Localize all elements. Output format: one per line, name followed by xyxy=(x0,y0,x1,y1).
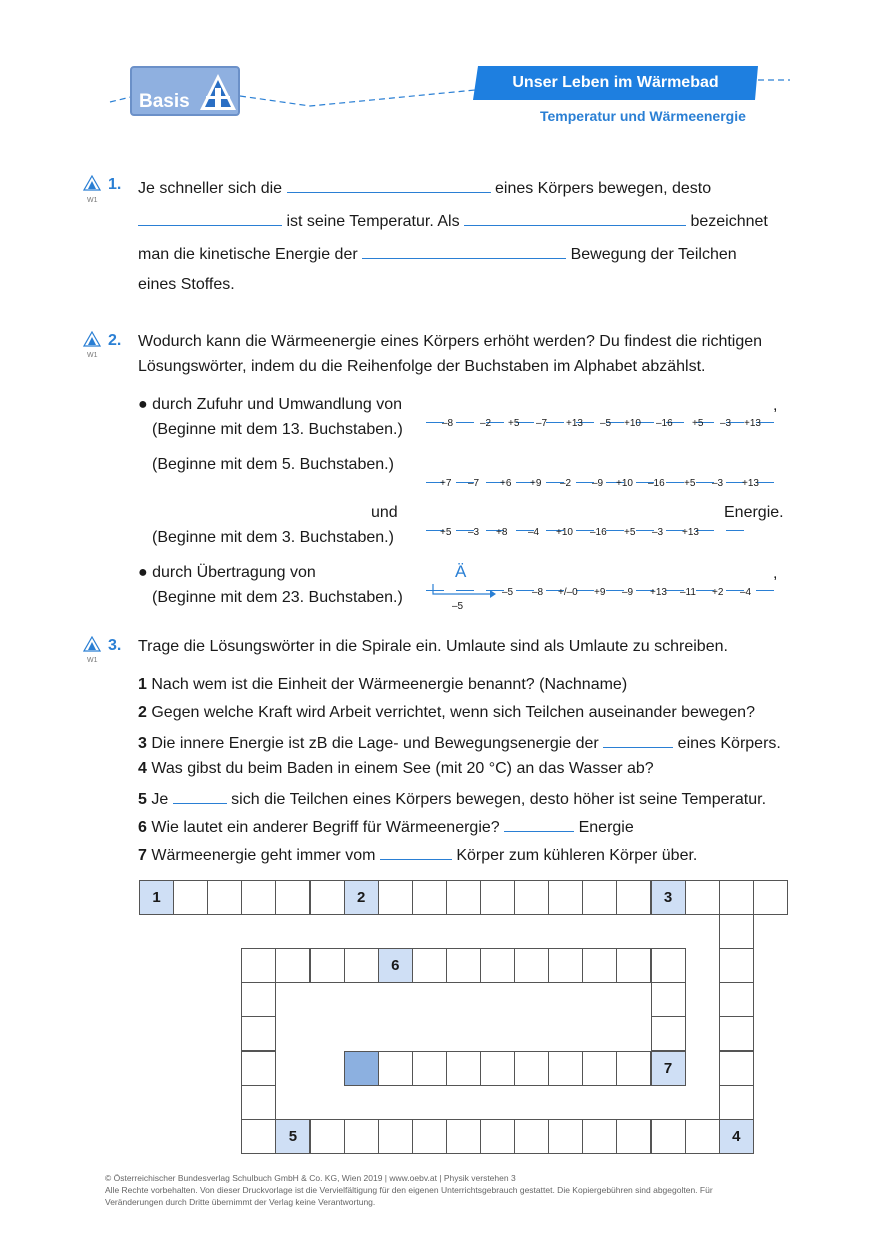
grid-cell[interactable] xyxy=(310,948,345,983)
grid-cell-numbered[interactable]: 5 xyxy=(275,1119,310,1154)
grid-cell[interactable] xyxy=(616,1051,651,1086)
grid-cell[interactable] xyxy=(344,948,379,983)
arrow-label: –5 xyxy=(452,601,464,612)
grid-cell[interactable] xyxy=(719,914,754,949)
grid-cell[interactable] xyxy=(514,880,549,915)
grid-cell[interactable] xyxy=(241,1119,276,1154)
grid-cell[interactable] xyxy=(719,948,754,983)
grid-cell[interactable] xyxy=(446,1119,481,1154)
fill-blank[interactable] xyxy=(173,787,227,804)
fill-blank[interactable] xyxy=(504,815,574,832)
level-label: W1 xyxy=(87,657,98,664)
grid-cell[interactable] xyxy=(719,1085,754,1120)
grid-cell[interactable] xyxy=(719,880,754,915)
grid-cell[interactable] xyxy=(275,880,310,915)
grid-cell[interactable] xyxy=(719,982,754,1017)
task-2-intro-1: Wodurch kann die Wärmeenergie eines Körpers erhöht werden? Du findest die richtigen xyxy=(138,333,763,350)
grid-cell[interactable] xyxy=(616,880,651,915)
fill-blank[interactable] xyxy=(362,242,566,259)
question-7: 7 Wärmeenergie geht immer vom Körper zum kühleren Körper über. xyxy=(138,843,697,866)
task-1-line-4: eines Stoffes. xyxy=(138,276,235,293)
grid-cell[interactable] xyxy=(480,1051,515,1086)
question-4: 4 Was gibst du beim Baden in einem See (mit 20 °C) an das Wasser ab? xyxy=(138,760,654,777)
footer xyxy=(105,1172,785,1208)
grid-cell[interactable] xyxy=(548,1051,583,1086)
grid-cell[interactable] xyxy=(616,1119,651,1154)
task-1-line-1: Je schneller sich die eines Körpers bewegen, desto xyxy=(138,176,711,199)
task-3-number: 3. xyxy=(108,637,122,654)
fill-blank[interactable] xyxy=(464,209,686,226)
grid-cell[interactable] xyxy=(446,880,481,915)
grid-cell[interactable] xyxy=(446,948,481,983)
question-3: 3 Die innere Energie ist zB die Lage- und Bewegungsenergie der eines Körpers. xyxy=(138,731,781,754)
grid-cell[interactable] xyxy=(548,1119,583,1154)
grid-cell[interactable] xyxy=(514,1119,549,1154)
grid-cell[interactable] xyxy=(378,1051,413,1086)
task-1-line-2: ist seine Temperatur. Als bezeichnet xyxy=(138,209,768,232)
hint-23: (Beginne mit dem 23. Buchstaben.) xyxy=(152,589,403,606)
level-triangle-icon xyxy=(198,72,238,112)
question-2: 2 Gegen welche Kraft wird Arbeit verrichtet, wenn sich Teilchen auseinander bewegen? xyxy=(138,704,755,721)
level-icon xyxy=(83,175,101,191)
grid-cell[interactable] xyxy=(514,1051,549,1086)
grid-cell[interactable] xyxy=(310,1119,345,1154)
grid-cell[interactable] xyxy=(412,1119,447,1154)
grid-cell[interactable] xyxy=(514,948,549,983)
grid-cell[interactable] xyxy=(582,1119,617,1154)
footer-line: Alle Rechte vorbehalten. Von dieser Druckvorlage ist die Vervielfältigung für den eigenen Unterrichtsgebrauch gestattet. Die Kopiergebühren sind abgegolten. Für xyxy=(105,1185,713,1195)
basis-badge xyxy=(130,66,240,116)
level-icon xyxy=(83,331,101,347)
grid-cell[interactable] xyxy=(241,1051,276,1086)
hint-5: (Beginne mit dem 5. Buchstaben.) xyxy=(152,456,394,473)
task-2-intro-2: Lösungswörter, indem du die Reihenfolge der Buchstaben im Alphabet abzählst. xyxy=(138,358,706,375)
grid-cell-numbered[interactable]: 3 xyxy=(651,880,686,915)
grid-cell[interactable] xyxy=(344,1119,379,1154)
grid-cell[interactable] xyxy=(582,1051,617,1086)
bullet-zufuhr: ● durch Zufuhr und Umwandlung von xyxy=(138,396,403,413)
grid-cell[interactable] xyxy=(685,880,720,915)
grid-cell[interactable] xyxy=(685,1119,720,1154)
given-letter: Ä xyxy=(455,562,467,581)
grid-cell[interactable] xyxy=(651,982,686,1017)
level-label: W1 xyxy=(87,352,98,359)
hint-3: (Beginne mit dem 3. Buchstaben.) xyxy=(152,529,394,546)
grid-cell[interactable] xyxy=(651,1119,686,1154)
grid-cell[interactable] xyxy=(719,1016,754,1051)
question-5: 5 Je sich die Teilchen eines Körpers bewegen, desto höher ist seine Temperatur. xyxy=(138,787,766,810)
bullet-uebertragung: ● durch Übertragung von xyxy=(138,564,316,581)
arrow-icon xyxy=(430,584,500,598)
fill-blank[interactable] xyxy=(138,209,282,226)
grid-cell[interactable] xyxy=(207,880,242,915)
task-1-line-3: man die kinetische Energie der Bewegung der Teilchen xyxy=(138,242,737,265)
und-label: und xyxy=(371,504,398,521)
level-label: W1 xyxy=(87,197,98,204)
grid-cell[interactable] xyxy=(173,880,208,915)
grid-cell[interactable] xyxy=(480,948,515,983)
grid-cell[interactable] xyxy=(241,1085,276,1120)
fill-blank[interactable] xyxy=(380,843,452,860)
grid-cell-numbered[interactable]: 7 xyxy=(651,1051,686,1086)
task-1-number: 1. xyxy=(108,176,122,193)
hint-13: (Beginne mit dem 13. Buchstaben.) xyxy=(152,421,403,438)
grid-cell[interactable] xyxy=(480,880,515,915)
energie-label: Energie. xyxy=(724,504,784,521)
grid-cell[interactable] xyxy=(582,880,617,915)
grid-cell-numbered[interactable]: 2 xyxy=(344,880,379,915)
level-icon xyxy=(83,636,101,652)
grid-cell[interactable] xyxy=(241,880,276,915)
grid-cell[interactable] xyxy=(480,1119,515,1154)
grid-cell-numbered[interactable]: 4 xyxy=(719,1119,754,1154)
grid-cell[interactable] xyxy=(378,880,413,915)
fill-blank[interactable] xyxy=(603,731,673,748)
grid-cell[interactable] xyxy=(446,1051,481,1086)
grid-cell-end[interactable] xyxy=(344,1051,379,1086)
footer-line: © Österreichischer Bundesverlag Schulbuch GmbH & Co. KG, Wien 2019 | www.oebv.at | Physik verstehen 3 xyxy=(105,1173,516,1183)
grid-cell[interactable] xyxy=(241,982,276,1017)
grid-cell-numbered[interactable]: 6 xyxy=(378,948,413,983)
grid-cell[interactable] xyxy=(310,880,345,915)
grid-cell[interactable] xyxy=(651,948,686,983)
page-subtitle: Temperatur und Wärmeenergie xyxy=(540,108,746,124)
grid-cell[interactable] xyxy=(412,1051,447,1086)
basis-label: Basis xyxy=(139,91,190,112)
question-1: 1 Nach wem ist die Einheit der Wärmeenergie benannt? (Nachname) xyxy=(138,676,628,693)
grid-cell[interactable] xyxy=(548,880,583,915)
grid-cell[interactable] xyxy=(275,948,310,983)
fill-blank[interactable] xyxy=(287,176,491,193)
grid-cell[interactable] xyxy=(241,1016,276,1051)
question-6: 6 Wie lautet ein anderer Begriff für Wärmeenergie? Energie xyxy=(138,815,634,838)
footer-line: Veränderungen durch Dritte übernimmt der Verlag keine Verantwortung. xyxy=(105,1197,376,1207)
grid-cell-numbered[interactable]: 1 xyxy=(139,880,174,915)
grid-cell[interactable] xyxy=(548,948,583,983)
grid-cell[interactable] xyxy=(412,880,447,915)
grid-cell[interactable] xyxy=(651,1016,686,1051)
task-3-intro: Trage die Lösungswörter in die Spirale ein. Umlaute sind als Umlaute zu schreiben. xyxy=(138,638,728,655)
grid-cell[interactable] xyxy=(582,948,617,983)
grid-cell[interactable] xyxy=(719,1051,754,1086)
task-2-number: 2. xyxy=(108,332,122,349)
grid-cell[interactable] xyxy=(378,1119,413,1154)
chapter-title: Unser Leben im Wärmebad xyxy=(512,74,719,91)
grid-cell[interactable] xyxy=(616,948,651,983)
grid-cell[interactable] xyxy=(753,880,788,915)
grid-cell[interactable] xyxy=(241,948,276,983)
grid-cell[interactable] xyxy=(412,948,447,983)
